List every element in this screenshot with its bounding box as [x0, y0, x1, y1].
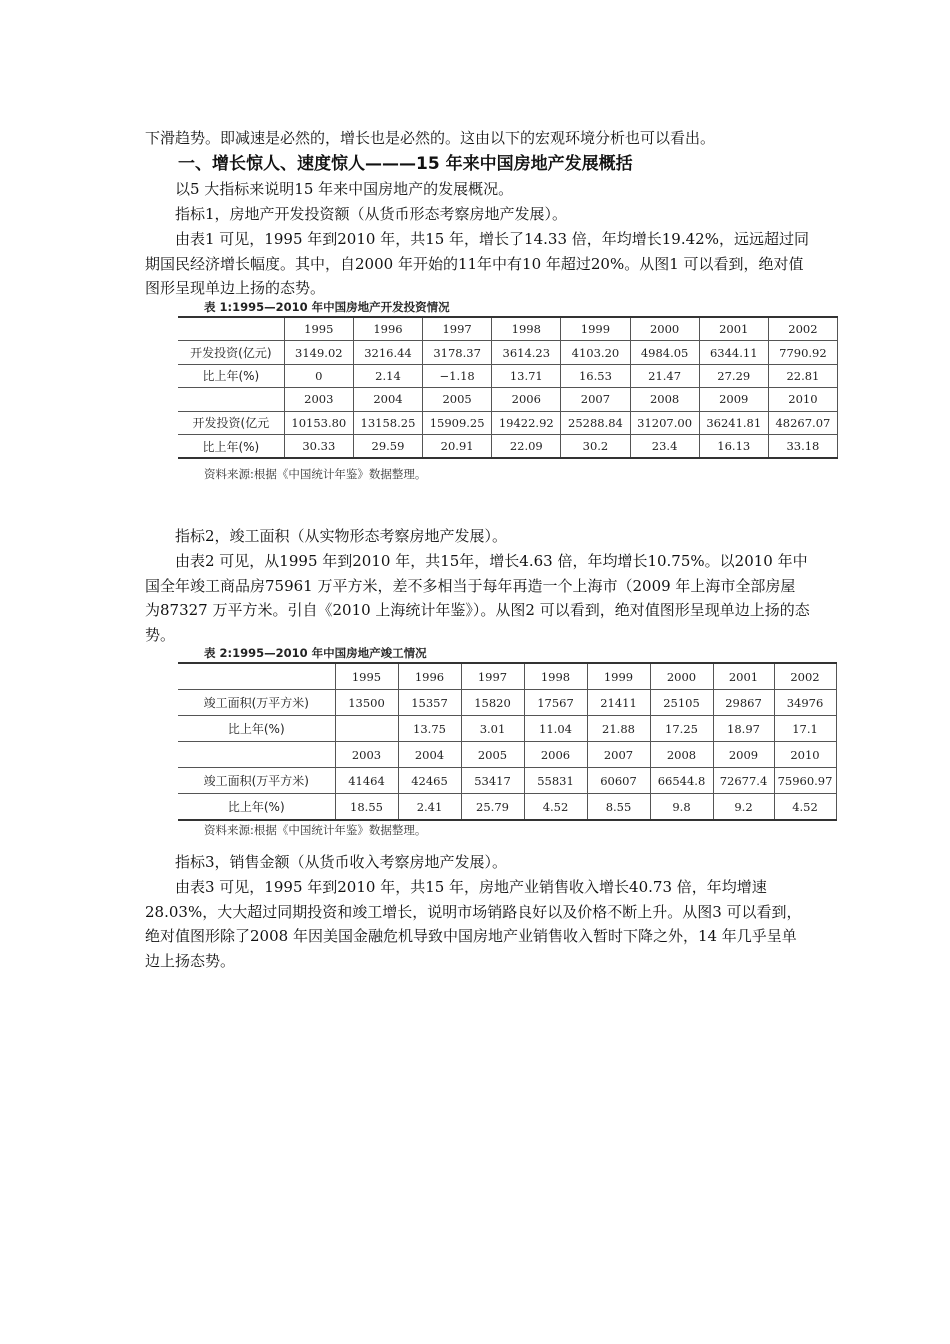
- year-header-cell: 1996: [398, 663, 461, 690]
- paragraph-indicator-1: 指标1，房地产开发投资额（从货币形态考察房地产发展）。: [175, 205, 568, 223]
- value-cell: 55831: [524, 768, 587, 794]
- row-label-cell: 比上年(%): [178, 434, 284, 458]
- value-cell: 19422.92: [492, 411, 561, 434]
- year-header-cell: 1999: [561, 317, 630, 341]
- paragraph-indicator-3: 指标3，销售金额（从货币收入考察房地产发展）。: [175, 853, 508, 871]
- year-header-cell: 2001: [699, 317, 768, 341]
- value-cell: 4984.05: [630, 341, 699, 364]
- table-row: [178, 411, 838, 434]
- value-cell: 29867: [713, 690, 774, 716]
- year-header-cell: 2010: [768, 388, 837, 411]
- year-header-cell: 2003: [335, 742, 398, 768]
- row-label-cell: 竣工面积(万平方米): [178, 768, 335, 794]
- table-row: [178, 742, 836, 768]
- paragraph-table1-analysis: 由表1 可见，1995 年到2010 年，共15 年，增长了14.33 倍，年均增长19.42%，远远超过同期国民经济增长幅度。其中，自2000 年开始的11年中有10 年超过20%。从图1 可以看到，绝对值图形呈现单边上扬的态势。: [145, 230, 809, 297]
- year-header-cell: 1998: [492, 317, 561, 341]
- paragraph-table3-analysis: 由表3 可见，1995 年到2010 年，共15 年，房地产业销售收入增长40.73 倍，年均增速28.03%，大大超过同期投资和竣工增长，说明市场销路良好以及价格不断上升。从图3 可以看到，绝对值图形除了2008 年因美国金融危机导致中国房地产业销售收入暂时下降之外，14 年几乎呈单边上扬态势。: [145, 878, 802, 970]
- value-cell: 17.25: [650, 716, 713, 742]
- year-header-cell: 2003: [284, 388, 353, 411]
- year-header-cell: 2001: [713, 663, 774, 690]
- year-header-cell: 2006: [524, 742, 587, 768]
- value-cell: 2.41: [398, 794, 461, 821]
- row-label-cell: 比上年(%): [178, 794, 335, 821]
- year-header-cell: 1998: [524, 663, 587, 690]
- value-cell: −1.18: [423, 364, 492, 387]
- year-header-cell: 2009: [699, 388, 768, 411]
- row-label-cell: 比上年(%): [178, 716, 335, 742]
- value-cell: 13.71: [492, 364, 561, 387]
- row-label-cell: [178, 663, 335, 690]
- value-cell: 9.8: [650, 794, 713, 821]
- value-cell: 3.01: [461, 716, 524, 742]
- value-cell: 16.13: [699, 434, 768, 458]
- investment-table: [178, 316, 838, 459]
- table-row: [178, 341, 838, 364]
- table-row: [178, 690, 836, 716]
- value-cell: 4.52: [524, 794, 587, 821]
- row-label-cell: 开发投资(亿元: [178, 411, 284, 434]
- year-header-cell: 2007: [587, 742, 650, 768]
- value-cell: 0: [284, 364, 353, 387]
- table-row: [178, 716, 836, 742]
- value-cell: 13.75: [398, 716, 461, 742]
- table-row: [178, 317, 838, 341]
- value-cell: 25.79: [461, 794, 524, 821]
- value-cell: 34976: [774, 690, 836, 716]
- value-cell: 3178.37: [423, 341, 492, 364]
- value-cell: 18.55: [335, 794, 398, 821]
- year-header-cell: 2008: [650, 742, 713, 768]
- year-header-cell: 1997: [461, 663, 524, 690]
- year-header-cell: 1997: [423, 317, 492, 341]
- year-header-cell: 2000: [630, 317, 699, 341]
- row-label-cell: [178, 317, 284, 341]
- value-cell: 13158.25: [353, 411, 422, 434]
- row-label-cell: 竣工面积(万平方米): [178, 690, 335, 716]
- value-cell: 29.59: [353, 434, 422, 458]
- year-header-cell: 2002: [768, 317, 837, 341]
- completion-table-body: [178, 663, 836, 820]
- value-cell: 27.29: [699, 364, 768, 387]
- value-cell: 30.2: [561, 434, 630, 458]
- value-cell: 31207.00: [630, 411, 699, 434]
- value-cell: 8.55: [587, 794, 650, 821]
- value-cell: 41464: [335, 768, 398, 794]
- table-row: [178, 663, 836, 690]
- table-row: [178, 364, 838, 387]
- investment-table-body: [178, 317, 838, 458]
- value-cell: 21.47: [630, 364, 699, 387]
- value-cell: 20.91: [423, 434, 492, 458]
- value-cell: 18.97: [713, 716, 774, 742]
- row-label-cell: 比上年(%): [178, 364, 284, 387]
- value-cell: 66544.8: [650, 768, 713, 794]
- year-header-cell: 2002: [774, 663, 836, 690]
- completion-table: [178, 662, 837, 821]
- table-row: [178, 434, 838, 458]
- value-cell: 15357: [398, 690, 461, 716]
- value-cell: 11.04: [524, 716, 587, 742]
- value-cell: 15909.25: [423, 411, 492, 434]
- row-label-cell: 开发投资(亿元): [178, 341, 284, 364]
- row-label-cell: [178, 388, 284, 411]
- value-cell: 4.52: [774, 794, 836, 821]
- value-cell: 3149.02: [284, 341, 353, 364]
- value-cell: 75960.97: [774, 768, 836, 794]
- value-cell: 22.09: [492, 434, 561, 458]
- value-cell: 3614.23: [492, 341, 561, 364]
- value-cell: 4103.20: [561, 341, 630, 364]
- paragraph-table2-analysis: 由表2 可见，从1995 年到2010 年，共15年，增长4.63 倍，年均增长10.75%。以2010 年中国全年竣工商品房75961 万平方米，差不多相当于每年再造一个上海市（2009 年上海市全部房屋为87327 万平方米。引自《2010 上海统计年鉴》）。从图2 可以看到，绝对值图形呈现单边上扬的态势。: [145, 552, 810, 644]
- value-cell: 22.81: [768, 364, 837, 387]
- value-cell: 60607: [587, 768, 650, 794]
- value-cell: 25105: [650, 690, 713, 716]
- value-cell: 10153.80: [284, 411, 353, 434]
- year-header-cell: 2007: [561, 388, 630, 411]
- section-heading: 一、增长惊人、速度惊人———15 年来中国房地产发展概括: [178, 154, 633, 174]
- year-header-cell: 2010: [774, 742, 836, 768]
- year-header-cell: 2000: [650, 663, 713, 690]
- table-row: [178, 388, 838, 411]
- value-cell: 2.14: [353, 364, 422, 387]
- year-header-cell: 1996: [353, 317, 422, 341]
- value-cell: 3216.44: [353, 341, 422, 364]
- value-cell: 33.18: [768, 434, 837, 458]
- value-cell: 30.33: [284, 434, 353, 458]
- year-header-cell: 2004: [398, 742, 461, 768]
- value-cell: 36241.81: [699, 411, 768, 434]
- value-cell: 72677.4: [713, 768, 774, 794]
- table-row: [178, 768, 836, 794]
- table2-source: 资料来源:根据《中国统计年鉴》数据整理。: [204, 823, 427, 837]
- value-cell: 13500: [335, 690, 398, 716]
- value-cell: 21.88: [587, 716, 650, 742]
- table-row: [178, 794, 836, 821]
- year-header-cell: 1999: [587, 663, 650, 690]
- value-cell: 7790.92: [768, 341, 837, 364]
- year-header-cell: 2005: [461, 742, 524, 768]
- year-header-cell: 2009: [713, 742, 774, 768]
- value-cell: 23.4: [630, 434, 699, 458]
- value-cell: 15820: [461, 690, 524, 716]
- value-cell: 17567: [524, 690, 587, 716]
- value-cell: 53417: [461, 768, 524, 794]
- value-cell: 17.1: [774, 716, 836, 742]
- table1-caption: 表 1:1995—2010 年中国房地产开发投资情况: [204, 300, 450, 314]
- year-header-cell: 2006: [492, 388, 561, 411]
- year-header-cell: 2005: [423, 388, 492, 411]
- paragraph-indicator-2: 指标2，竣工面积（从实物形态考察房地产发展）。: [175, 527, 508, 545]
- value-cell: 9.2: [713, 794, 774, 821]
- table1-source: 资料来源:根据《中国统计年鉴》数据整理。: [204, 467, 427, 481]
- row-label-cell: [178, 742, 335, 768]
- year-header-cell: 1995: [335, 663, 398, 690]
- value-cell: 16.53: [561, 364, 630, 387]
- value-cell: 25288.84: [561, 411, 630, 434]
- value-cell: 21411: [587, 690, 650, 716]
- year-header-cell: 1995: [284, 317, 353, 341]
- paragraph-intro-tail: 下滑趋势。即减速是必然的，增长也是必然的。这由以下的宏观环境分析也可以看出。: [145, 129, 716, 147]
- year-header-cell: 2008: [630, 388, 699, 411]
- value-cell: 48267.07: [768, 411, 837, 434]
- table2-caption: 表 2:1995—2010 年中国房地产竣工情况: [204, 646, 427, 660]
- paragraph-overview: 以5 大指标来说明15 年来中国房地产的发展概况。: [175, 180, 514, 198]
- value-cell: 6344.11: [699, 341, 768, 364]
- year-header-cell: 2004: [353, 388, 422, 411]
- value-cell: 42465: [398, 768, 461, 794]
- value-cell: [335, 716, 398, 742]
